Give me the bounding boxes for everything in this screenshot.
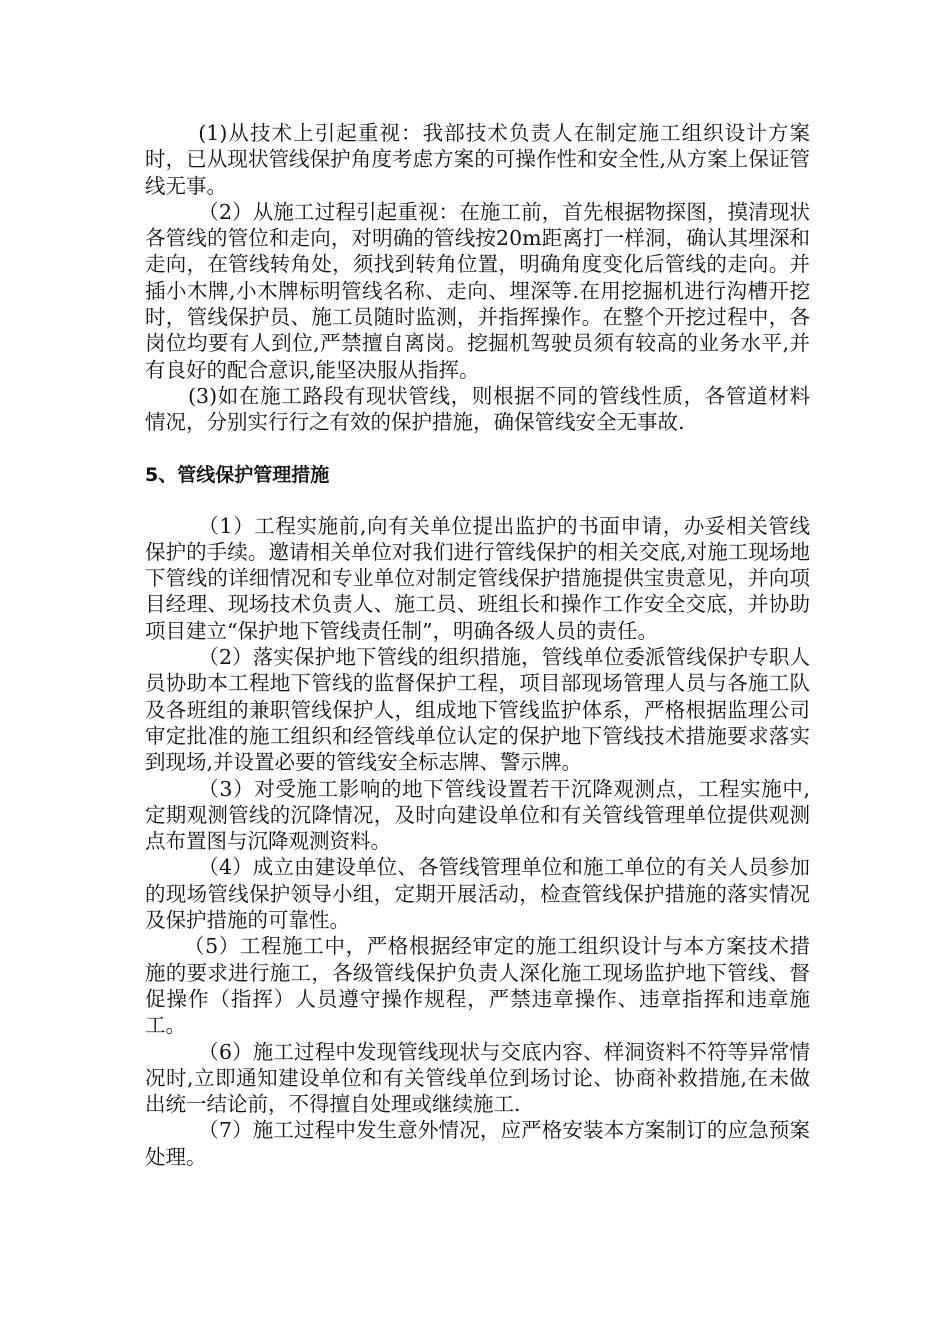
- document-body: [145, 120, 810, 1170]
- section-heading-pipeline-protection: 5、管线保护管理措施: [145, 463, 330, 486]
- paragraph-measure-7: （7）施工过程中发生意外情况，应严格安装本方案制订的应急预案处理。: [145, 1118, 810, 1169]
- paragraph-measure-3: （3）对受施工影响的地下管线设置若干沉降观测点，工程实施中,定期观测管线的沉降情况，及时向建设单位和有关管线管理单位提供观测点布置图与沉降观测资料。: [145, 776, 810, 854]
- paragraph-existing-pipelines: (3)如在施工路段有现状管线，则根据不同的管线性质，各管道材料情况，分别实行行之有效的保护措施，确保管线安全无事故.: [145, 383, 810, 435]
- paragraph-construction-process: （2）从施工过程引起重视：在施工前，首先根据物探图，摸清现状各管线的管位和走向，对明确的管线按20m距离打一样洞，确认其埋深和走向，在管线转角处，须找到转角位置，明确角度变化后管线的走向。并插小木牌,小木牌标明管线名称、走向、埋深等.在用挖掘机进行沟槽开挖时，管线保护员、施工员随时监测，并指挥操作。在整个开挖过程中，各岗位均要有人到位,严禁擅自离岗。挖掘机驾驶员须有较高的业务水平,并有良好的配合意识,能坚决服从指挥。: [145, 199, 810, 382]
- paragraph-measure-4: （4）成立由建设单位、各管线管理单位和施工单位的有关人员参加的现场管线保护领导小组，定期开展活动，检查管线保护措施的落实情况及保护措施的可靠性。: [145, 855, 810, 933]
- paragraph-measure-6: （6）施工过程中发现管线现状与交底内容、样洞资料不符等异常情况时,立即通知建设单位和有关管线单位到场讨论、协商补救措施,在未做出统一结论前，不得擅自处理或继续施工.: [145, 1039, 810, 1117]
- paragraph-tech-attention: (1)从技术上引起重视：我部技术负责人在制定施工组织设计方案时，已从现状管线保护角度考虑方案的可操作性和安全性,从方案上保证管线无事。: [145, 121, 810, 198]
- paragraph-measure-2: （2）落实保护地下管线的组织措施，管线单位委派管线保护专职人员协助本工程地下管线的监督保护工程，项目部现场管理人员与各施工队及各班组的兼职管线保护人，组成地下管线监护体系，严格根据监理公司审定批准的施工组织和经管线单位认定的保护地下管线技术措施要求落实到现场,并设置必要的管线安全标志牌、警示牌。: [145, 645, 810, 775]
- paragraph-measure-5: （5）工程施工中，严格根据经审定的施工组织设计与本方案技术措施的要求进行施工，各级管线保护负责人深化施工现场监护地下管线、督促操作（指挥）人员遵守操作规程，严禁违章操作、违章指挥和违章施工。: [145, 934, 810, 1038]
- paragraph-measure-1: （1）工程实施前,向有关单位提出监护的书面申请，办妥相关管线保护的手续。邀请相关单位对我们进行管线保护的相关交底,对施工现场地下管线的详细情况和专业单位对制定管线保护措施提供宝贵意见，并向项目经理、现场技术负责人、施工员、班组长和操作工作安全交底，并协助项目建立“保护地下管线责任制”，明确各级人员的责任。: [145, 513, 810, 643]
